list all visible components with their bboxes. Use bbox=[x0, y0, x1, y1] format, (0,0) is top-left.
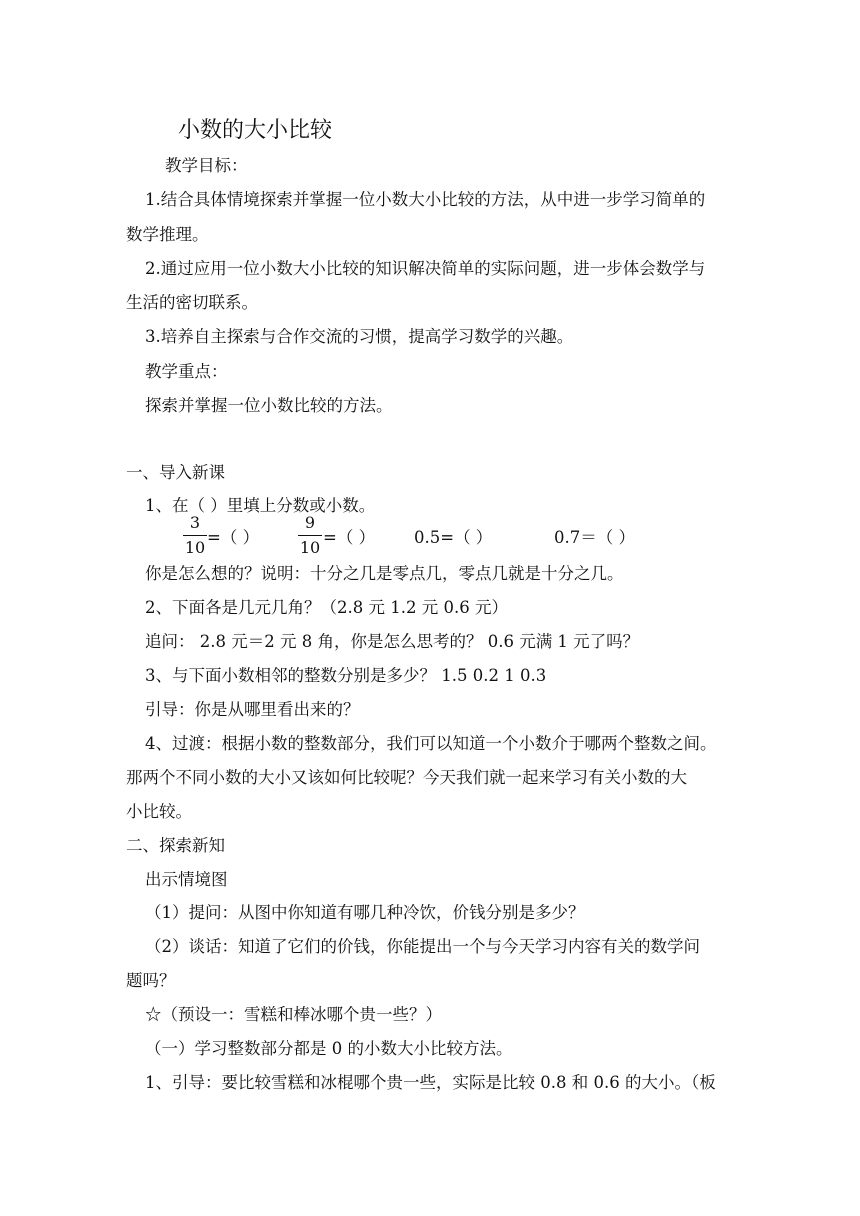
section-heading: 一、导入新课 bbox=[126, 463, 225, 482]
fraction bbox=[183, 514, 207, 557]
text-line: 2、下面各是几元几角？（2.8 元 1.2 元 0.6 元） bbox=[145, 598, 508, 617]
text-line: 3.培养自主探索与合作交流的习惯，提高学习数学的兴趣。 bbox=[145, 327, 574, 346]
text-line: 教学重点： bbox=[145, 362, 228, 381]
fill-blank: =（ ） bbox=[323, 528, 376, 547]
text-line: 教学目标： bbox=[165, 156, 248, 175]
text-line: （一）学习整数部分都是 0 的小数大小比较方法。 bbox=[145, 1039, 513, 1058]
text-line: 1、在（ ）里填上分数或小数。 bbox=[145, 496, 376, 515]
fraction-numerator: 3 bbox=[189, 513, 201, 532]
text-line: 追问： 2.8 元＝2 元 8 角，你是怎么思考的？ 0.6 元满 1 元了吗？ bbox=[145, 632, 640, 651]
fraction bbox=[298, 514, 322, 557]
text-line: 1、引导：要比较雪糕和冰棍哪个贵一些，实际是比较 0.8 和 0.6 的大小。（板 bbox=[145, 1073, 716, 1092]
text-line: 4、过渡：根据小数的整数部分，我们可以知道一个小数介于哪两个整数之间。 bbox=[145, 734, 717, 753]
fill-blank: =（ ） bbox=[207, 528, 260, 547]
text-line: 题吗？ bbox=[126, 971, 176, 990]
text-line: 探索并掌握一位小数比较的方法。 bbox=[145, 396, 393, 415]
text-line: 1.结合具体情境探索并掌握一位小数大小比较的方法，从中进一步学习简单的 bbox=[145, 190, 706, 209]
fill-blank: 0.5=（ ） bbox=[414, 528, 493, 547]
fraction-bar bbox=[298, 535, 322, 536]
fill-blank: 0.7＝（ ） bbox=[554, 528, 635, 547]
text-line: 数学推理。 bbox=[126, 225, 209, 244]
fraction-numerator: 9 bbox=[304, 513, 316, 532]
text-line: 引导：你是从哪里看出来的？ bbox=[145, 700, 360, 719]
text-line: 你是怎么想的？说明：十分之几是零点几，零点几就是十分之几。 bbox=[145, 564, 624, 583]
text-line: 生活的密切联系。 bbox=[126, 293, 258, 312]
text-line: 2.通过应用一位小数大小比较的知识解决简单的实际问题，进一步体会数学与 bbox=[145, 259, 706, 278]
section-heading: 二、探索新知 bbox=[126, 836, 225, 855]
text-line: 小比较。 bbox=[126, 802, 192, 821]
text-line: 3、与下面小数相邻的整数分别是多少？ 1.5 0.2 1 0.3 bbox=[145, 666, 547, 685]
document-title: 小数的大小比较 bbox=[178, 118, 333, 143]
text-line: 那两个不同小数的大小又该如何比较呢？今天我们就一起来学习有关小数的大 bbox=[126, 768, 687, 787]
fraction-denominator: 10 bbox=[299, 538, 321, 557]
text-line: 出示情境图 bbox=[145, 870, 228, 889]
text-line: （2）谈话：知道了它们的价钱，你能提出一个与今天学习内容有关的数学问 bbox=[145, 937, 700, 956]
fraction-bar bbox=[183, 535, 207, 536]
text-line: ☆（预设一：雪糕和棒冰哪个贵一些？） bbox=[145, 1005, 442, 1024]
text-line: （1）提问：从图中你知道有哪几种冷饮，价钱分别是多少？ bbox=[145, 903, 585, 922]
fraction-denominator: 10 bbox=[184, 538, 206, 557]
